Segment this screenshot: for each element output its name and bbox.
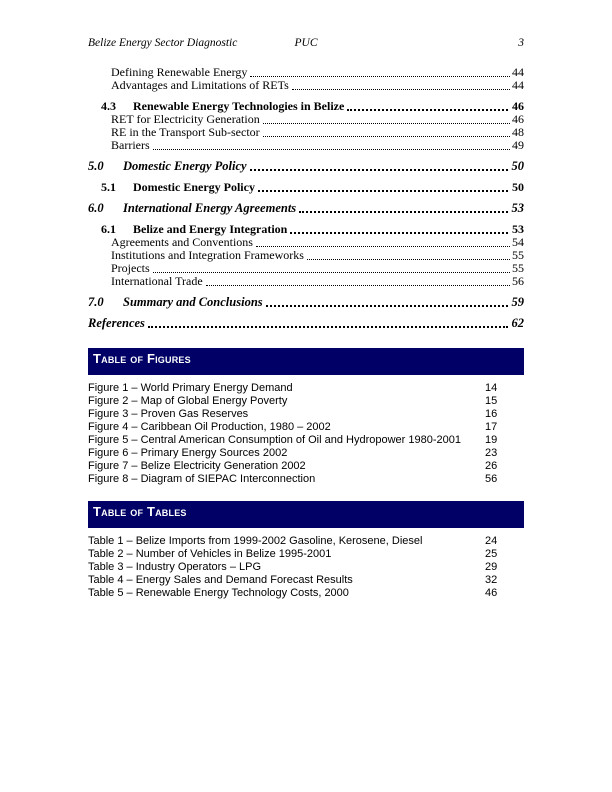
toc-entry-page: 56 [512, 274, 524, 288]
figure-list-item-page: 16 [485, 408, 498, 420]
figure-list-item-page: 17 [485, 421, 498, 433]
toc-dot-leader [250, 76, 510, 77]
toc-entry [88, 126, 524, 139]
header-center-text: PUC [294, 37, 318, 49]
table-list-item-label: Table 2 – Number of Vehicles in Belize 1995-2001 [88, 548, 332, 560]
toc-entry-label: Institutions and Integration Frameworks [111, 248, 304, 262]
toc-entry-page: 54 [512, 235, 524, 249]
table-list-item [88, 561, 524, 574]
toc-entry [88, 160, 524, 173]
toc-dot-leader [263, 136, 510, 137]
toc-entry-label: Domestic Energy Policy [123, 159, 247, 173]
toc-entry-page: 53 [511, 201, 524, 215]
table-list-item-page: 25 [485, 548, 498, 560]
figure-list-item-label: Figure 2 – Map of Global Energy Poverty [88, 395, 288, 407]
figure-list-item [88, 460, 524, 473]
toc-entry-label: RET for Electricity Generation [111, 112, 260, 126]
toc-entry-label: Belize and Energy Integration [133, 222, 288, 236]
figure-list-item-label: Figure 6 – Primary Energy Sources 2002 [88, 447, 288, 459]
toc-entry [88, 139, 524, 152]
toc-dot-leader [263, 123, 510, 124]
toc-entry-label: Agreements and Conventions [111, 235, 253, 249]
toc-dot-leader [292, 89, 510, 90]
toc-entry-number: 5.0 [88, 159, 104, 173]
figure-list-item [88, 447, 524, 460]
table-list-item [88, 535, 524, 548]
toc-entry-page: 44 [512, 78, 524, 92]
toc-entry [88, 79, 524, 92]
toc-entry-label: Barriers [111, 138, 150, 152]
tables-heading-bar [88, 501, 524, 528]
toc-entry [88, 202, 524, 215]
toc-entry-number: 6.0 [88, 201, 104, 215]
toc-dot-leader [307, 259, 510, 260]
figure-list-item-page: 19 [485, 434, 498, 446]
toc-entry-label: International Trade [111, 274, 203, 288]
figure-list-item [88, 395, 524, 408]
figure-list-item [88, 421, 524, 434]
toc-entry-page: 46 [512, 112, 524, 126]
figure-list-item-label: Figure 8 – Diagram of SIEPAC Interconnection [88, 473, 316, 485]
toc-entry-label: International Energy Agreements [123, 201, 297, 215]
figure-list-item-page: 15 [485, 395, 498, 407]
tables-heading-label: Table of Tables [93, 504, 187, 519]
figure-list-item [88, 408, 524, 421]
toc-entry-label: Defining Renewable Energy [111, 65, 248, 79]
running-header [88, 0, 524, 49]
toc-dot-leader [258, 190, 508, 192]
table-list-item [88, 548, 524, 561]
table-list-item [88, 587, 524, 600]
figure-list-item-page: 14 [485, 382, 498, 394]
toc-entry [88, 296, 524, 309]
toc-entry-label: Projects [111, 261, 150, 275]
toc-dot-leader [153, 272, 510, 273]
toc-entry-label: References [88, 316, 145, 330]
toc-entry-page: 53 [512, 222, 524, 236]
table-list-item-page: 24 [485, 535, 498, 547]
table-list-item-page: 29 [485, 561, 498, 573]
header-document-title: Belize Energy Sector Diagnostic [88, 37, 238, 49]
figure-list-item-page: 56 [485, 473, 498, 485]
toc-entry-number: 4.3 [101, 99, 116, 113]
table-of-contents [88, 66, 524, 330]
toc-entry-number: 6.1 [101, 222, 116, 236]
table-list-item-page: 46 [485, 587, 498, 599]
toc-entry-page: 62 [511, 316, 524, 330]
toc-dot-leader [266, 305, 508, 307]
toc-dot-leader [347, 109, 508, 111]
figures-list [88, 382, 524, 486]
toc-entry [88, 275, 524, 288]
figure-list-item [88, 434, 524, 447]
toc-entry-label: Domestic Energy Policy [133, 180, 255, 194]
figure-list-item-label: Figure 1 – World Primary Energy Demand [88, 382, 293, 394]
toc-entry [88, 249, 524, 262]
tables-list [88, 535, 524, 600]
table-list-item-label: Table 1 – Belize Imports from 1999-2002 Gasoline, Kerosene, Diesel [88, 535, 423, 547]
toc-entry-page: 44 [512, 65, 524, 79]
page-content [88, 0, 524, 600]
toc-entry-page: 50 [511, 159, 524, 173]
toc-entry-label: Summary and Conclusions [123, 295, 263, 309]
toc-entry-page: 49 [512, 138, 524, 152]
table-list-item-page: 32 [485, 574, 498, 586]
toc-dot-leader [148, 326, 508, 328]
toc-entry [88, 317, 524, 330]
figures-heading-label: Table of Figures [93, 351, 191, 366]
toc-entry-label: Renewable Energy Technologies in Belize [133, 99, 345, 113]
toc-entry-page: 59 [511, 295, 524, 309]
figure-list-item-page: 23 [485, 447, 498, 459]
toc-entry-page: 55 [512, 248, 524, 262]
toc-entry-number: 7.0 [88, 295, 104, 309]
table-list-item-label: Table 5 – Renewable Energy Technology Costs, 2000 [88, 587, 349, 599]
toc-entry-number: 5.1 [101, 180, 116, 194]
figure-list-item-page: 26 [485, 460, 498, 472]
toc-entry-page: 46 [512, 99, 524, 113]
toc-dot-leader [250, 169, 508, 171]
toc-entry-page: 55 [512, 261, 524, 275]
figure-list-item-label: Figure 5 – Central American Consumption of Oil and Hydropower 1980-2001 [88, 434, 461, 446]
toc-entry-page: 50 [512, 180, 524, 194]
toc-dot-leader [153, 149, 510, 150]
toc-dot-leader [256, 246, 510, 247]
header-page-number: 3 [518, 37, 524, 49]
figure-list-item [88, 382, 524, 395]
toc-dot-leader [299, 211, 507, 213]
toc-entry-label: RE in the Transport Sub-sector [111, 125, 260, 139]
figure-list-item-label: Figure 3 – Proven Gas Reserves [88, 408, 249, 420]
figure-list-item-label: Figure 4 – Caribbean Oil Production, 1980 – 2002 [88, 421, 331, 433]
toc-entry-label: Advantages and Limitations of RETs [111, 78, 289, 92]
figures-heading-bar [88, 348, 524, 375]
toc-entry-page: 48 [512, 125, 524, 139]
toc-entry [88, 181, 524, 194]
toc-dot-leader [206, 285, 510, 286]
table-list-item [88, 574, 524, 587]
figure-list-item-label: Figure 7 – Belize Electricity Generation 2002 [88, 460, 306, 472]
figure-list-item [88, 473, 524, 486]
table-list-item-label: Table 4 – Energy Sales and Demand Forecast Results [88, 574, 353, 586]
toc-dot-leader [290, 232, 508, 234]
table-list-item-label: Table 3 – Industry Operators – LPG [88, 561, 262, 573]
